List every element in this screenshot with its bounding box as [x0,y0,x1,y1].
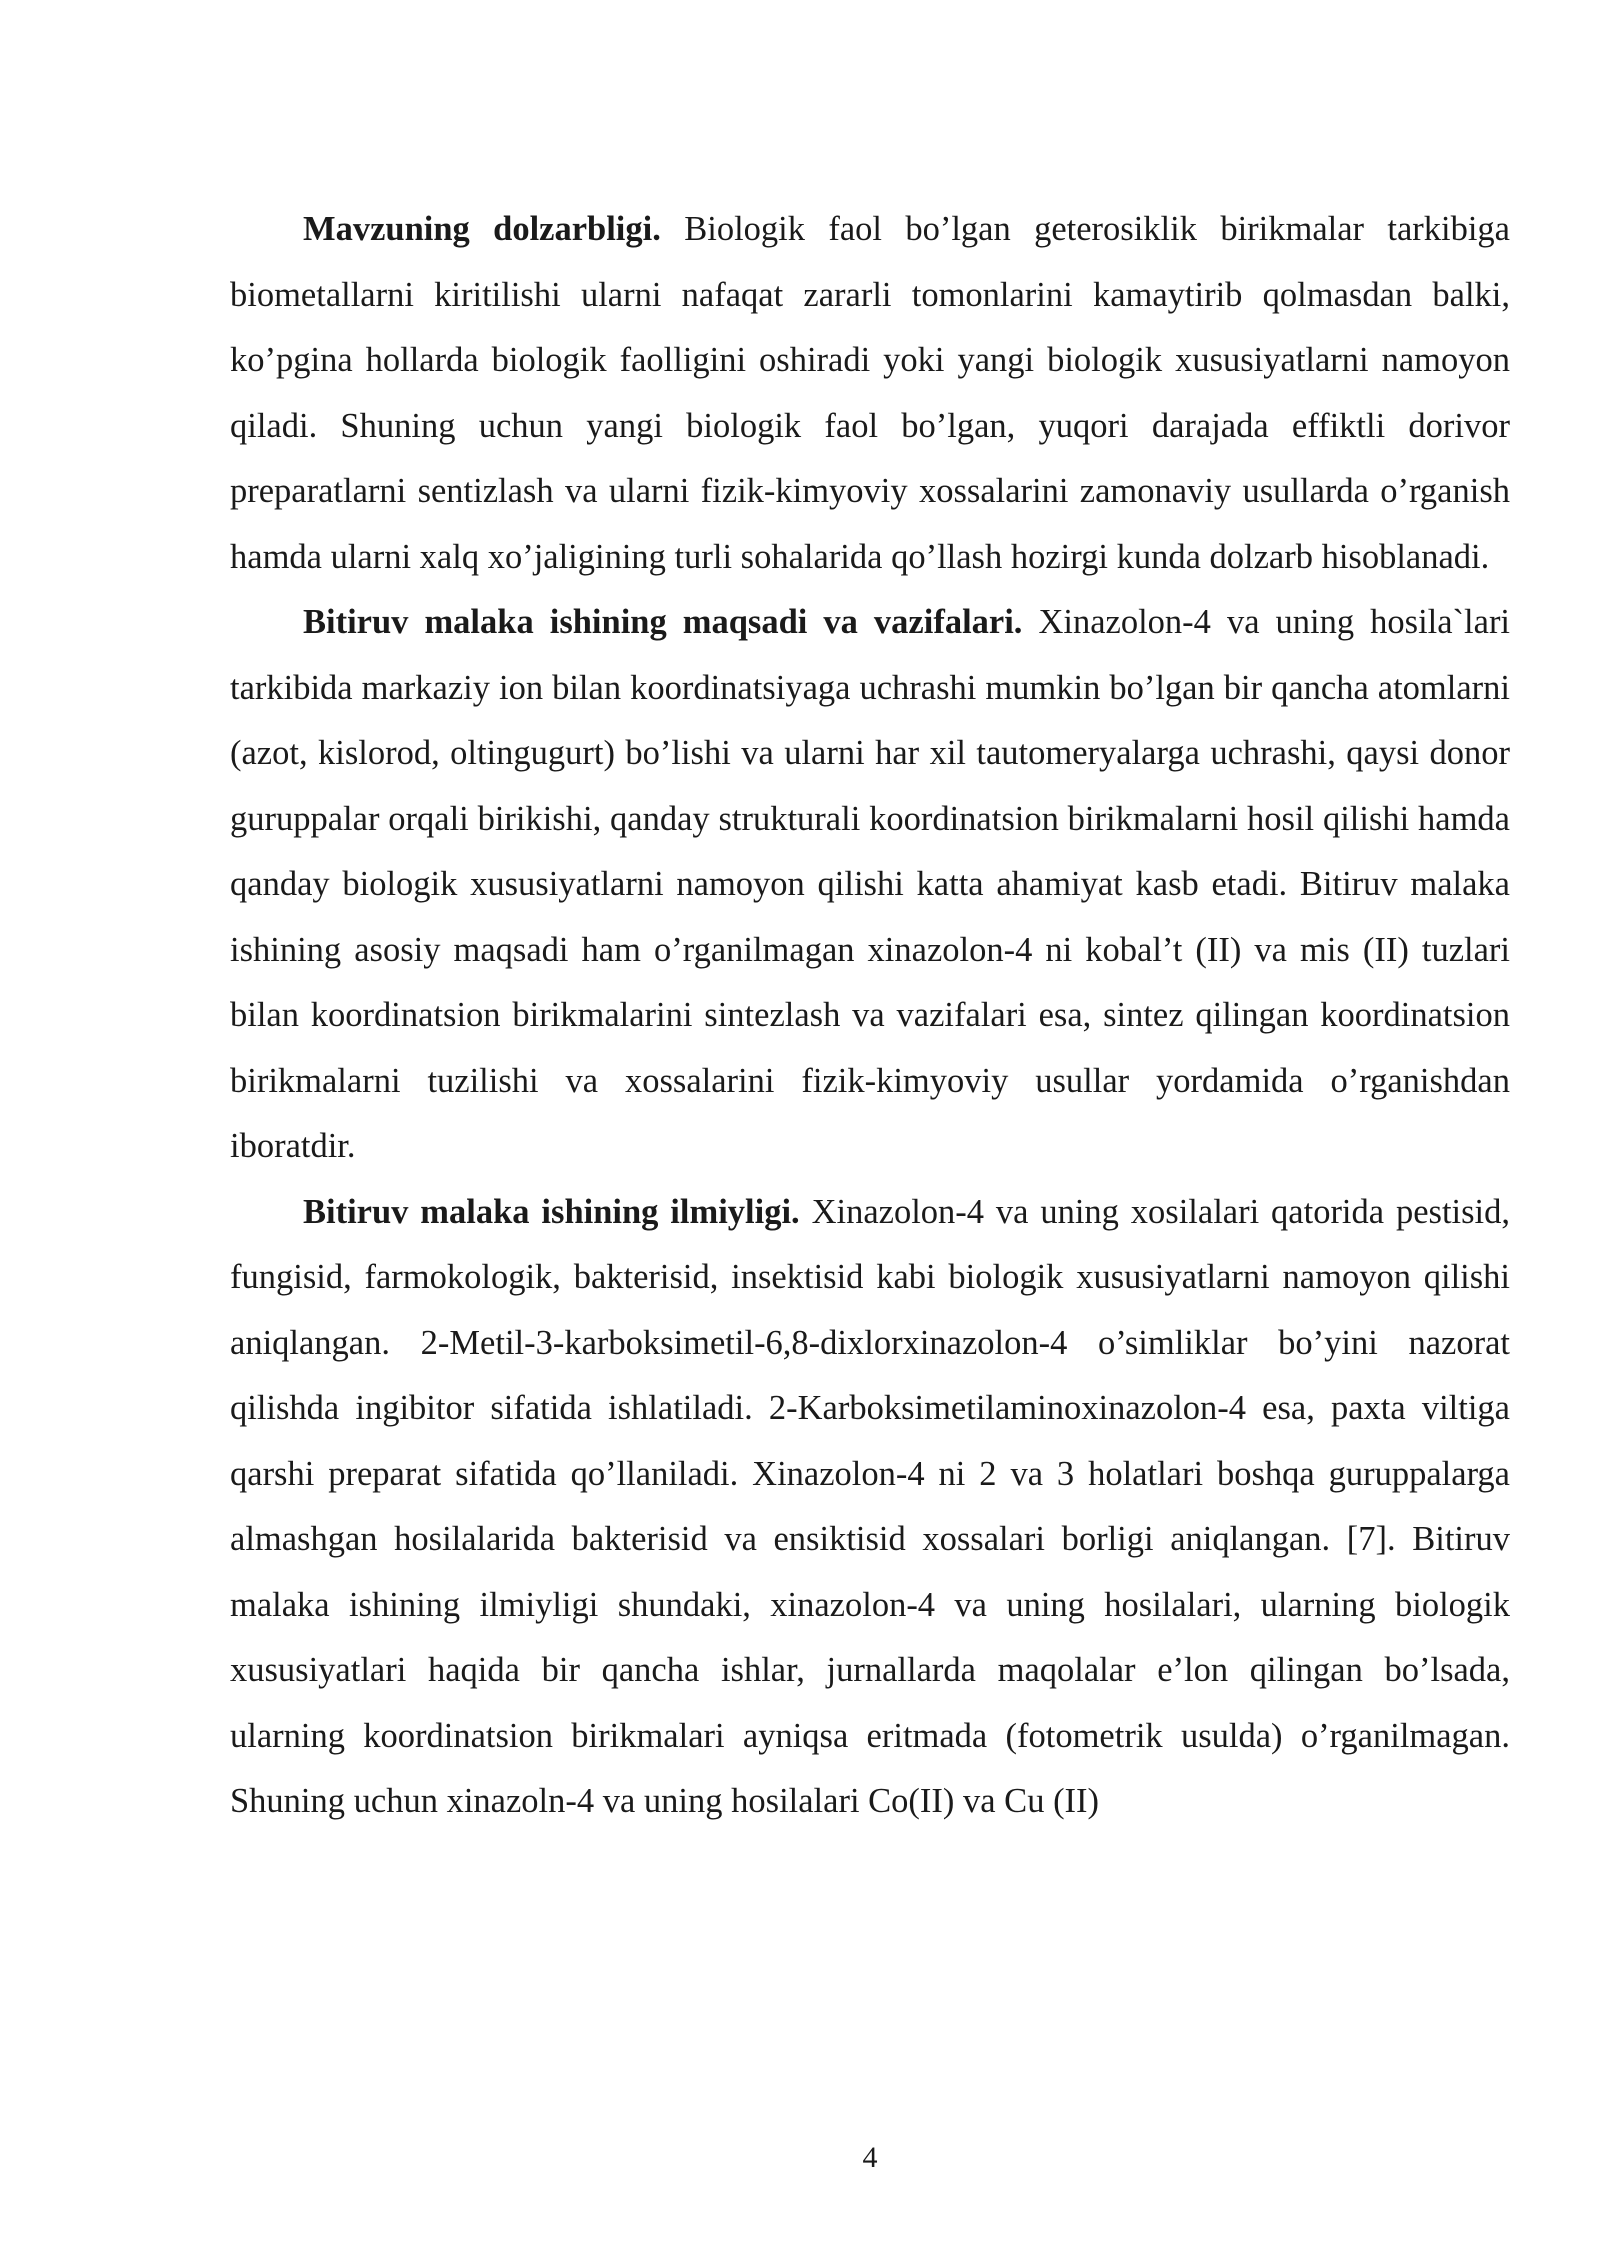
paragraph-goals [230,590,1510,1180]
paragraph-heading: Bitiruv malaka ishining maqsadi va vazifalari. [303,603,1023,641]
paragraph-heading: Bitiruv malaka ishining ilmiyligi. [303,1192,800,1231]
paragraph-text: Xinazolon-4 va uning xosilalari qatorida pestisid, fungisid, farmokologik, bakterisid, insektisid kabi biologik xususiyatlarni namoyon qilishi aniqlangan. 2-Metil-3-karboksimetil-6,8-dixlorxinazolon-4 o’simliklar bo’yini nazorat qilishda ingibitor sifatida ishlatiladi. 2-Karboksimetilaminoxinazolon-4 esa, paxta viltiga qarshi preparat sifatida qo’llaniladi. Xinazolon-4 ni 2 va 3 holatlari boshqa guruppalarga almashgan hosilalarida bakterisid va ensiktisid xossalari borligi aniqlangan. [7]. Bitiruv malaka ishining ilmiyligi shundaki, xinazolon-4 va uning hosilalari, ularning biologik xususiyatlari haqida bir qancha ishlar, jurnallarda maqolalar e’lon qilingan bo’lsada, ularning koordinatsion birikmalari ayniqsa eritmada (fotometrik usulda) o’rganilmagan. Shuning uchun xinazoln-4 va uning hosilalari Co(II) va Cu (II) [230,1192,1510,1820]
paragraph-text: Biologik faol bo’lgan geterosiklik birikmalar tarkibiga biometallarni kiritilishi ularni nafaqat zararli tomonlarini kamaytirib qolmasdan balki, ko’pgina hollarda biologik faolligini oshiradi yoki yangi biologik xususiyatlarni namoyon qiladi. Shuning uchun yangi biologik faol bo’lgan, yuqori darajada effiktli dorivor preparatlarni sentizlash va ularni fizik-kimyoviy xossalarini zamonaviy usullarda o’rganish hamda ularni xalq xo’jaligining turli sohalarida qo’llash hozirgi kunda dolzarb hisoblanadi. [230,210,1510,576]
document-body [230,197,1510,1835]
paragraph-heading: Mavzuning dolzarbligi. [303,210,661,248]
paragraph-scientific-novelty [230,1180,1510,1835]
page-number: 4 [862,2141,878,2174]
paragraph-relevance [230,197,1510,590]
paragraph-text: Xinazolon-4 va uning hosila`lari tarkibida markaziy ion bilan koordinatsiyaga uchrashi mumkin bo’lgan bir qancha atomlarni (azot, kislorod, oltingugurt) bo’lishi va ularni har xil tautomeryalarga uchrashi, qaysi donor guruppalar orqali birikishi, qanday strukturali koordinatsion birikmalarni hosil qilishi hamda qanday biologik xususiyatlarni namoyon qilishi katta ahamiyat kasb etadi. Bitiruv malaka ishining asosiy maqsadi ham o’rganilmagan xinazolon-4 ni kobal’t (II) va mis (II) tuzlari bilan koordinatsion birikmalarini sintezlash va vazifalari esa, sintez qilingan koordinatsion birikmalarni tuzilishi va xossalarini fizik-kimyoviy usullar yordamida o’rganishdan iboratdir. [230,603,1511,1165]
